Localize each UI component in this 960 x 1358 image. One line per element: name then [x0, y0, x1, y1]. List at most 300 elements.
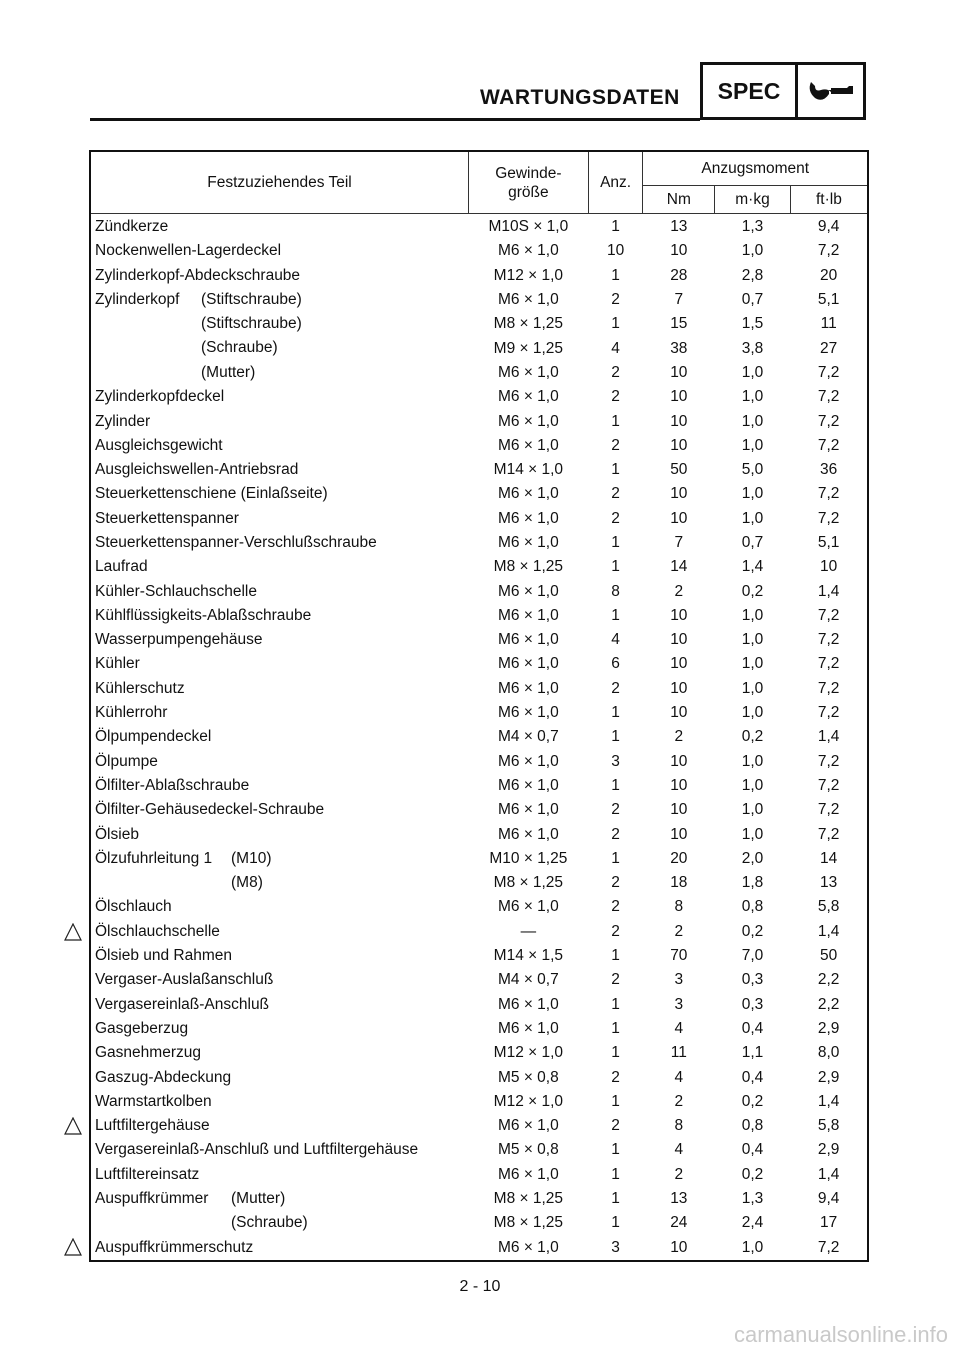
mkg-cell: 1,0	[741, 412, 764, 430]
part-name: Warmstartkolben	[95, 1092, 212, 1110]
ftlb-cell: 7,2	[817, 1238, 840, 1256]
ftlb-cell: 50	[820, 947, 838, 965]
qty-cell: 2	[611, 291, 620, 309]
qty-cell: 1	[611, 534, 620, 551]
nm-cell: 24	[670, 1214, 688, 1232]
nm-cell: 10	[670, 825, 688, 843]
thread-cell: M6 × 1,0	[497, 995, 559, 1013]
ftlb-cell: 7,2	[817, 752, 840, 770]
part-name: Zylinder	[95, 412, 151, 430]
col-header-qty: Anz.	[588, 151, 643, 214]
ftlb-cell: 2,9	[817, 1068, 840, 1086]
table-row	[90, 288, 868, 312]
nm-cell: 8	[674, 1117, 684, 1135]
table-row	[90, 214, 868, 240]
part-name: Luftfiltergehäuse	[95, 1117, 210, 1135]
nm-cell: 10	[670, 606, 688, 624]
qty-cell: 2	[611, 485, 620, 503]
part-cell	[90, 677, 469, 701]
qty-cell: 1	[611, 218, 620, 236]
nm-cell: 8	[674, 898, 684, 916]
nm-cell: 10	[670, 388, 688, 406]
qty-cell: 2	[611, 1117, 620, 1135]
mkg-cell: 1,0	[741, 801, 764, 819]
nm-cell: 7	[674, 291, 684, 309]
qty-cell: 1	[611, 776, 620, 794]
mkg-cell: 0,2	[741, 582, 764, 600]
table-row	[90, 798, 868, 822]
mkg-cell: 1,0	[741, 485, 764, 503]
mkg-cell: 1,0	[741, 776, 764, 794]
mkg-cell: 0,7	[741, 291, 764, 309]
part-name: Kühlerschutz	[95, 679, 185, 697]
qty-cell: 4	[611, 631, 620, 649]
page-title: WARTUNGSDATEN	[480, 86, 680, 109]
mkg-cell: 1,3	[741, 1190, 764, 1208]
nm-cell: 13	[670, 218, 688, 236]
mkg-cell: 7,0	[741, 947, 764, 965]
mkg-cell: 0,4	[741, 1019, 764, 1037]
part-name: Steuerkettenspanner	[95, 509, 239, 527]
ftlb-cell: 10	[820, 558, 838, 576]
ftlb-cell: 7,2	[817, 606, 840, 624]
mkg-cell: 1,0	[741, 436, 764, 454]
nm-cell: 10	[670, 801, 688, 819]
ftlb-cell: 7,2	[817, 655, 840, 673]
thread-cell: M6 × 1,0	[497, 436, 559, 454]
part-cell	[90, 725, 469, 749]
torque-table	[89, 150, 869, 1262]
thread-cell: M8 × 1,25	[493, 1214, 564, 1232]
part-cell	[90, 531, 469, 555]
thread-cell: M6 × 1,0	[497, 388, 559, 406]
qty-cell: 2	[611, 363, 620, 381]
thread-cell: M6 × 1,0	[497, 655, 559, 673]
part-cell	[90, 822, 469, 846]
ftlb-cell: 7,2	[817, 388, 840, 406]
nm-cell: 10	[670, 655, 688, 673]
qty-cell: 3	[611, 1238, 620, 1256]
table-row	[90, 920, 868, 944]
part-name: Ölpumpe	[95, 752, 158, 770]
table-row	[90, 507, 868, 531]
thread-cell: M6 × 1,0	[497, 679, 559, 697]
qty-cell: 1	[611, 1190, 620, 1208]
part-name: Vergasereinlaß-Anschluß und Luftfiltergehäuse	[95, 1141, 419, 1159]
table-row	[90, 968, 868, 992]
table-row	[90, 750, 868, 774]
part-name: Ausgleichswellen-Antriebsrad	[95, 461, 299, 479]
table-row	[90, 482, 868, 506]
table-row	[90, 652, 868, 676]
qty-cell: 8	[611, 582, 620, 600]
part-name: Zylinderkopfdeckel	[95, 388, 225, 406]
qty-cell: 1	[611, 1165, 620, 1183]
triangle-note-icon	[64, 923, 82, 941]
table-row	[90, 1041, 868, 1065]
spec-label: SPEC	[703, 65, 798, 117]
part-cell	[90, 458, 469, 482]
thread-cell: M6 × 1,0	[497, 509, 559, 527]
nm-cell: 10	[670, 752, 688, 770]
part-name: Ölzufuhrleitung 1	[95, 849, 213, 867]
qty-cell: 2	[611, 1068, 620, 1086]
ftlb-cell: 7,2	[817, 631, 840, 649]
table-row	[90, 701, 868, 725]
thread-cell: M9 × 1,25	[493, 339, 564, 357]
mkg-cell: 1,3	[741, 218, 764, 236]
nm-cell: 13	[670, 1190, 688, 1208]
thread-cell: M6 × 1,0	[497, 534, 559, 551]
part-cell	[90, 579, 469, 603]
thread-cell: M6 × 1,0	[497, 825, 559, 843]
part-cell	[90, 336, 469, 360]
nm-cell: 10	[670, 242, 688, 260]
ftlb-cell: 8,0	[817, 1044, 840, 1062]
thread-cell: M10S × 1,0	[488, 218, 569, 236]
thread-cell: M8 × 1,25	[493, 874, 564, 892]
table-row	[90, 725, 868, 749]
nm-cell: 50	[670, 461, 688, 479]
part-name: Gasnehmerzug	[95, 1044, 201, 1062]
qty-cell: 1	[611, 412, 620, 430]
mkg-cell: 1,0	[741, 825, 764, 843]
nm-cell: 3	[674, 995, 684, 1013]
thread-cell: M6 × 1,0	[497, 606, 559, 624]
thread-cell: M6 × 1,0	[497, 801, 559, 819]
ftlb-cell: 36	[820, 461, 838, 479]
table-row	[90, 895, 868, 919]
ftlb-cell: 7,2	[817, 412, 840, 430]
mkg-cell: 1,0	[741, 509, 764, 527]
table-row	[90, 1138, 868, 1162]
mkg-cell: 0,2	[741, 922, 764, 940]
part-cell	[90, 482, 469, 506]
thread-cell: M4 × 0,7	[497, 971, 559, 989]
table-row	[90, 264, 868, 288]
ftlb-cell: 7,2	[817, 509, 840, 527]
table-row	[90, 871, 868, 895]
part-name: Nockenwellen-Lagerdeckel	[95, 242, 282, 260]
qty-cell: 1	[611, 1044, 620, 1062]
table-row	[90, 1065, 868, 1089]
part-name: Luftfiltereinsatz	[95, 1165, 200, 1183]
part-sub: (Mutter)	[201, 363, 256, 381]
part-cell	[90, 701, 469, 725]
part-cell	[90, 628, 469, 652]
qty-cell: 1	[611, 947, 620, 965]
thread-cell: M6 × 1,0	[497, 1165, 559, 1183]
part-cell	[90, 847, 469, 871]
part-name: Zylinderkopf	[95, 291, 180, 309]
nm-cell: 10	[670, 412, 688, 430]
ftlb-cell: 1,4	[817, 922, 840, 940]
mkg-cell: 1,0	[741, 655, 764, 673]
ftlb-cell: 5,8	[817, 898, 840, 916]
part-cell	[90, 1090, 469, 1114]
part-name: Ölsieb	[95, 825, 139, 843]
table-row	[90, 774, 868, 798]
ftlb-cell: 9,4	[817, 218, 840, 236]
part-cell	[90, 1114, 469, 1138]
nm-cell: 2	[674, 1092, 684, 1110]
table-row	[90, 434, 868, 458]
nm-cell: 20	[670, 849, 688, 867]
part-name: Zylinderkopf-Abdeckschraube	[95, 266, 301, 284]
ftlb-cell: 5,8	[817, 1117, 840, 1135]
nm-cell: 10	[670, 436, 688, 454]
part-name: Laufrad	[95, 558, 148, 576]
part-cell	[90, 798, 469, 822]
ftlb-cell: 7,2	[817, 436, 840, 454]
part-cell	[90, 968, 469, 992]
ftlb-cell: 1,4	[817, 1092, 840, 1110]
table-row	[90, 1235, 868, 1260]
thread-cell: M6 × 1,0	[497, 582, 559, 600]
table-row	[90, 579, 868, 603]
table-row	[90, 239, 868, 263]
table-row	[90, 1187, 868, 1211]
mkg-cell: 1,0	[741, 388, 764, 406]
part-cell	[90, 895, 469, 919]
table-row	[90, 822, 868, 846]
thread-cell: M6 × 1,0	[497, 631, 559, 649]
mkg-cell: 2,4	[741, 1214, 764, 1232]
qty-cell: 2	[611, 801, 620, 819]
part-cell	[90, 920, 469, 944]
mkg-cell: 1,4	[741, 558, 764, 576]
col-header-ftlb: ft·lb	[790, 186, 868, 214]
mkg-cell: 0,3	[741, 971, 764, 989]
nm-cell: 7	[674, 534, 684, 551]
thread-cell: —	[520, 922, 537, 940]
header-rule	[90, 118, 700, 121]
part-cell	[90, 239, 469, 263]
ftlb-cell: 5,1	[817, 291, 840, 309]
part-name: Gaszug-Abdeckung	[95, 1068, 232, 1086]
nm-cell: 15	[670, 315, 688, 333]
ftlb-cell: 1,4	[817, 728, 840, 746]
part-cell	[90, 507, 469, 531]
qty-cell: 2	[611, 898, 620, 916]
qty-cell: 1	[611, 704, 620, 722]
part-cell	[90, 1235, 469, 1260]
part-name: Zündkerze	[95, 218, 169, 236]
part-cell	[90, 264, 469, 288]
part-cell	[90, 871, 469, 895]
thread-cell: M6 × 1,0	[497, 242, 559, 260]
thread-cell: M6 × 1,0	[497, 704, 559, 722]
ftlb-cell: 17	[820, 1214, 838, 1232]
mkg-cell: 2,0	[741, 849, 764, 867]
qty-cell: 1	[611, 728, 620, 746]
mkg-cell: 5,0	[741, 461, 764, 479]
mkg-cell: 1,0	[741, 752, 764, 770]
nm-cell: 2	[674, 922, 684, 940]
nm-cell: 18	[670, 874, 688, 892]
part-name: Ölschlauch	[95, 898, 172, 916]
table-row	[90, 312, 868, 336]
nm-cell: 2	[674, 728, 684, 746]
mkg-cell: 1,0	[741, 704, 764, 722]
table-row	[90, 531, 868, 555]
nm-cell: 10	[670, 1238, 688, 1256]
nm-cell: 2	[674, 582, 684, 600]
nm-cell: 14	[670, 558, 688, 576]
ftlb-cell: 9,4	[817, 1190, 840, 1208]
part-cell	[90, 409, 469, 433]
thread-cell: M6 × 1,0	[497, 412, 559, 430]
qty-cell: 1	[611, 461, 620, 479]
thread-cell: M8 × 1,25	[493, 1190, 564, 1208]
thread-cell: M6 × 1,0	[497, 1117, 559, 1135]
part-cell	[90, 1138, 469, 1162]
part-name: Ölschlauchschelle	[95, 922, 220, 940]
thread-cell: M6 × 1,0	[497, 291, 559, 309]
qty-cell: 1	[611, 266, 620, 284]
ftlb-cell: 2,9	[817, 1019, 840, 1037]
part-name: Gasgeberzug	[95, 1019, 189, 1037]
thread-cell: M6 × 1,0	[497, 363, 559, 381]
nm-cell: 3	[674, 971, 684, 989]
part-cell	[90, 1017, 469, 1041]
qty-cell: 2	[611, 436, 620, 454]
part-cell	[90, 1211, 469, 1235]
thread-cell: M6 × 1,0	[497, 776, 559, 794]
ftlb-cell: 2,2	[817, 995, 840, 1013]
nm-cell: 10	[670, 485, 688, 503]
col-header-mkg: m·kg	[715, 186, 791, 214]
mkg-cell: 0,3	[741, 995, 764, 1013]
mkg-cell: 1,0	[741, 1238, 764, 1256]
ftlb-cell: 7,2	[817, 704, 840, 722]
part-name: Vergasereinlaß-Anschluß	[95, 995, 270, 1013]
table-row	[90, 555, 868, 579]
part-sub: (Stiftschraube)	[201, 290, 302, 308]
nm-cell: 4	[674, 1141, 684, 1159]
qty-cell: 1	[611, 1092, 620, 1110]
part-name: Auspuffkrümmer	[95, 1190, 209, 1208]
wrench-icon	[798, 65, 863, 117]
col-header-thread: Gewinde- größe	[469, 151, 589, 214]
mkg-cell: 0,4	[741, 1141, 764, 1159]
table-row	[90, 677, 868, 701]
ftlb-cell: 7,2	[817, 363, 840, 381]
part-sub: (Stiftschraube)	[201, 315, 302, 333]
mkg-cell: 0,2	[741, 728, 764, 746]
thread-cell: M6 × 1,0	[497, 485, 559, 503]
ftlb-cell: 20	[820, 266, 838, 284]
part-name: Auspuffkrümmerschutz	[95, 1238, 254, 1256]
spec-badge	[700, 62, 866, 120]
mkg-cell: 1,1	[741, 1044, 764, 1062]
part-name: Ölpumpendeckel	[95, 728, 212, 746]
part-name: Ausgleichsgewicht	[95, 436, 223, 454]
thread-cell: M6 × 1,0	[497, 898, 559, 916]
part-cell	[90, 214, 469, 240]
table-row	[90, 604, 868, 628]
mkg-cell: 1,0	[741, 606, 764, 624]
nm-cell: 10	[670, 631, 688, 649]
mkg-cell: 0,8	[741, 898, 764, 916]
part-cell	[90, 361, 469, 385]
table-row	[90, 1017, 868, 1041]
part-cell	[90, 555, 469, 579]
thread-cell: M6 × 1,0	[497, 1238, 559, 1256]
table-row	[90, 385, 868, 409]
nm-cell: 4	[674, 1019, 684, 1037]
part-name: Vergaser-Auslaßanschluß	[95, 971, 274, 989]
qty-cell: 1	[611, 1019, 620, 1037]
ftlb-cell: 7,2	[817, 242, 840, 260]
thread-cell: M6 × 1,0	[497, 1019, 559, 1037]
part-name: Kühlerrohr	[95, 704, 168, 722]
part-cell	[90, 385, 469, 409]
qty-cell: 1	[611, 849, 620, 867]
nm-cell: 38	[670, 339, 688, 357]
thread-cell: M12 × 1,0	[493, 1092, 564, 1110]
thread-cell: M5 × 0,8	[497, 1068, 559, 1086]
thread-cell: M14 × 1,5	[493, 947, 564, 965]
watermark: carmanualsonline.info	[733, 1322, 948, 1347]
nm-cell: 10	[670, 363, 688, 381]
part-cell	[90, 774, 469, 798]
part-name: Kühlflüssigkeits-Ablaßschraube	[95, 606, 312, 624]
part-sub: (M10)	[231, 849, 272, 867]
part-name: Ölfilter-Ablaßschraube	[95, 776, 250, 794]
part-cell	[90, 1163, 469, 1187]
qty-cell: 2	[611, 971, 620, 989]
ftlb-cell: 7,2	[817, 485, 840, 503]
mkg-cell: 1,5	[741, 315, 764, 333]
col-header-part: Festzuziehendes Teil	[90, 151, 469, 214]
table-row	[90, 1090, 868, 1114]
part-sub: (M8)	[231, 874, 263, 892]
page-number: 2 - 10	[459, 1278, 501, 1295]
qty-cell: 6	[611, 655, 620, 673]
mkg-cell: 0,2	[741, 1165, 764, 1183]
part-cell	[90, 604, 469, 628]
nm-cell: 10	[670, 704, 688, 722]
part-cell	[90, 312, 469, 336]
table-row	[90, 336, 868, 360]
part-cell	[90, 993, 469, 1017]
mkg-cell: 1,0	[741, 363, 764, 381]
qty-cell: 4	[611, 339, 620, 357]
part-sub: (Mutter)	[231, 1189, 286, 1207]
nm-cell: 70	[670, 947, 688, 965]
part-sub: (Schraube)	[201, 339, 278, 357]
part-name: Ölfilter-Gehäusedeckel-Schraube	[95, 801, 325, 819]
qty-cell: 2	[611, 388, 620, 406]
mkg-cell: 1,0	[741, 631, 764, 649]
thread-cell: M12 × 1,0	[493, 1044, 564, 1062]
part-name: Kühler-Schlauchschelle	[95, 582, 257, 600]
thread-cell: M6 × 1,0	[497, 752, 559, 770]
table-row	[90, 1114, 868, 1138]
table-row	[90, 944, 868, 968]
table-row	[90, 409, 868, 433]
thread-cell: M10 × 1,25	[489, 849, 568, 867]
table-row	[90, 1211, 868, 1235]
col-header-nm: Nm	[643, 186, 715, 214]
mkg-cell: 0,8	[741, 1117, 764, 1135]
ftlb-cell: 14	[820, 849, 838, 867]
thread-cell: M14 × 1,0	[493, 461, 564, 479]
nm-cell: 2	[674, 1165, 684, 1183]
qty-cell: 10	[606, 242, 625, 260]
qty-cell: 1	[611, 558, 620, 576]
